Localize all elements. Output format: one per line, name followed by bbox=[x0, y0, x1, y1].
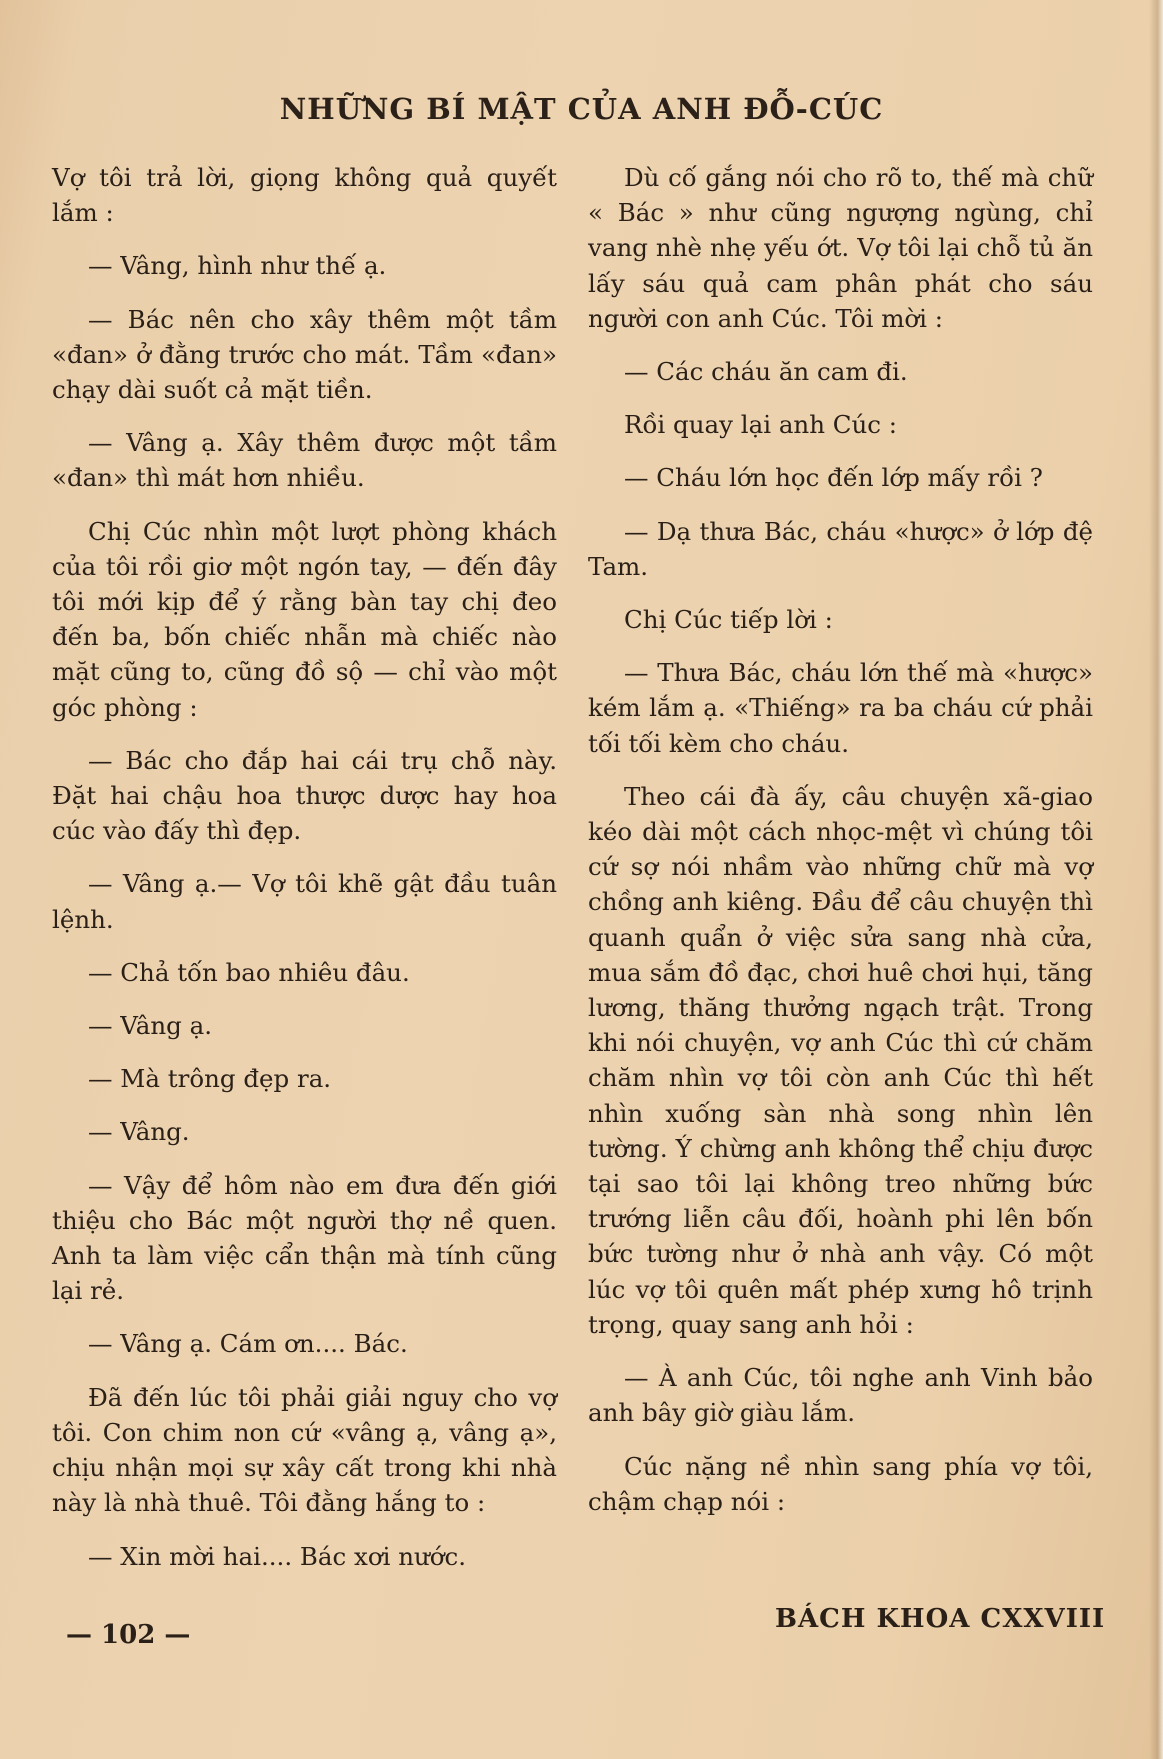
dialogue-line: — À anh Cúc, tôi nghe anh Vinh bảo anh bây giờ giàu lắm. bbox=[588, 1363, 1093, 1428]
dialogue-line: — Chả tốn bao nhiêu đâu. bbox=[88, 957, 410, 987]
magazine-name: BÁCH KHOA CXXVIII bbox=[775, 1604, 1106, 1634]
dialogue-line: — Vâng. bbox=[88, 1117, 190, 1147]
paragraph: Dù cố gắng nói cho rõ to, thế mà chữ « Bác » như cũng ngượng ngùng, chỉ vang nhè nhẹ yếu ớt. Vợ tôi lại chỗ tủ ăn lấy sáu quả cam phân phát cho sáu người con anh Cúc. Tôi mời : bbox=[588, 163, 1093, 333]
paragraph: Đã đến lúc tôi phải giải nguy cho vợ tôi. Con chim non cứ «vâng ạ, vâng ạ», chịu nhận mọi sự xây cất trong khi nhà này là nhà thuê. Tôi đằng hắng to : bbox=[52, 1382, 557, 1518]
left-column bbox=[52, 160, 557, 1592]
dialogue-line: — Dạ thưa Bác, cháu «hược» ở lớp đệ Tam. bbox=[588, 516, 1093, 581]
paragraph: Chị Cúc nhìn một lượt phòng khách của tôi rồi giơ một ngón tay, — đến đây tôi mới kịp để ý rằng bàn tay chị đeo đến ba, bốn chiếc nhẫn mà chiếc nào mặt cũng to, cũng đồ sộ — chỉ vào một góc phòng : bbox=[52, 516, 557, 722]
dialogue-line: — Vâng ạ. Cám ơn.... Bác. bbox=[88, 1329, 408, 1359]
paragraph: Chị Cúc tiếp lời : bbox=[624, 605, 833, 635]
page-header-title: NHỮNG BÍ MẬT CỦA ANH ĐỖ-CÚC bbox=[279, 92, 884, 126]
paragraph: Vợ tôi trả lời, giọng không quả quyết lắm : bbox=[52, 163, 557, 228]
dialogue-line: — Vâng ạ. Xây thêm được một tầm «đan» thì mát hơn nhiều. bbox=[52, 428, 557, 493]
page-number: — 102 — bbox=[66, 1620, 191, 1650]
paragraph: Theo cái đà ấy, câu chuyện xã-giao kéo dài một cách nhọc-mệt vì chúng tôi cứ sợ nói nhầm vào những chữ mà vợ chồng anh kiêng. Đầu để câu chuyện thì quanh quẩn ở việc sửa sang nhà cửa, mua sắm đồ đạc, chơi huê chơi hụi, tăng lương, thăng thưởng ngạch trật. Trong khi nói chuyện, vợ anh Cúc thì cứ chăm chăm nhìn vợ tôi còn anh Cúc thì hết nhìn xuống sàn nhà song nhìn lên tường. Ý chừng anh không thể chịu được tại sao tôi lại không treo những bức trướng liễn câu đối, hoành phi lên bốn bức tường như ở nhà anh vậy. Có một lúc vợ tôi quên mất phép xưng hô trịnh trọng, quay sang anh hỏi : bbox=[588, 781, 1093, 1339]
dialogue-line: — Cháu lớn học đến lớp mấy rồi ? bbox=[624, 463, 1043, 493]
dialogue-line: — Mà trông đẹp ra. bbox=[88, 1064, 332, 1094]
right-column bbox=[588, 160, 1093, 1537]
dialogue-line: — Các cháu ăn cam đi. bbox=[624, 357, 908, 387]
dialogue-line: — Xin mời hai.... Bác xơi nước. bbox=[88, 1541, 467, 1571]
dialogue-line: — Vâng, hình như thế ạ. bbox=[88, 251, 387, 281]
paragraph: Rồi quay lại anh Cúc : bbox=[624, 410, 898, 440]
dialogue-line: — Bác cho đắp hai cái trụ chỗ này. Đặt hai chậu hoa thược dược hay hoa cúc vào đấy thì đẹp. bbox=[52, 745, 557, 846]
dialogue-line: — Thưa Bác, cháu lớn thế mà «hược» kém lắm ạ. «Thiếng» ra ba cháu cứ phải tối tối kèm cho cháu. bbox=[588, 658, 1093, 758]
dialogue-line: — Vâng ạ. bbox=[88, 1011, 212, 1041]
dialogue-line: — Vậy để hôm nào em đưa đến giới thiệu cho Bác một người thợ nề quen. Anh ta làm việc cẩn thận mà tính cũng lại rẻ. bbox=[52, 1170, 557, 1306]
dialogue-line: — Bác nên cho xây thêm một tầm «đan» ở đằng trước cho mát. Tầm «đan» chạy dài suốt cả mặt tiền. bbox=[52, 304, 557, 405]
dialogue-line: — Vâng ạ.— Vợ tôi khẽ gật đầu tuân lệnh. bbox=[52, 869, 557, 934]
paragraph: Cúc nặng nề nhìn sang phía vợ tôi, chậm chạp nói : bbox=[588, 1451, 1093, 1516]
